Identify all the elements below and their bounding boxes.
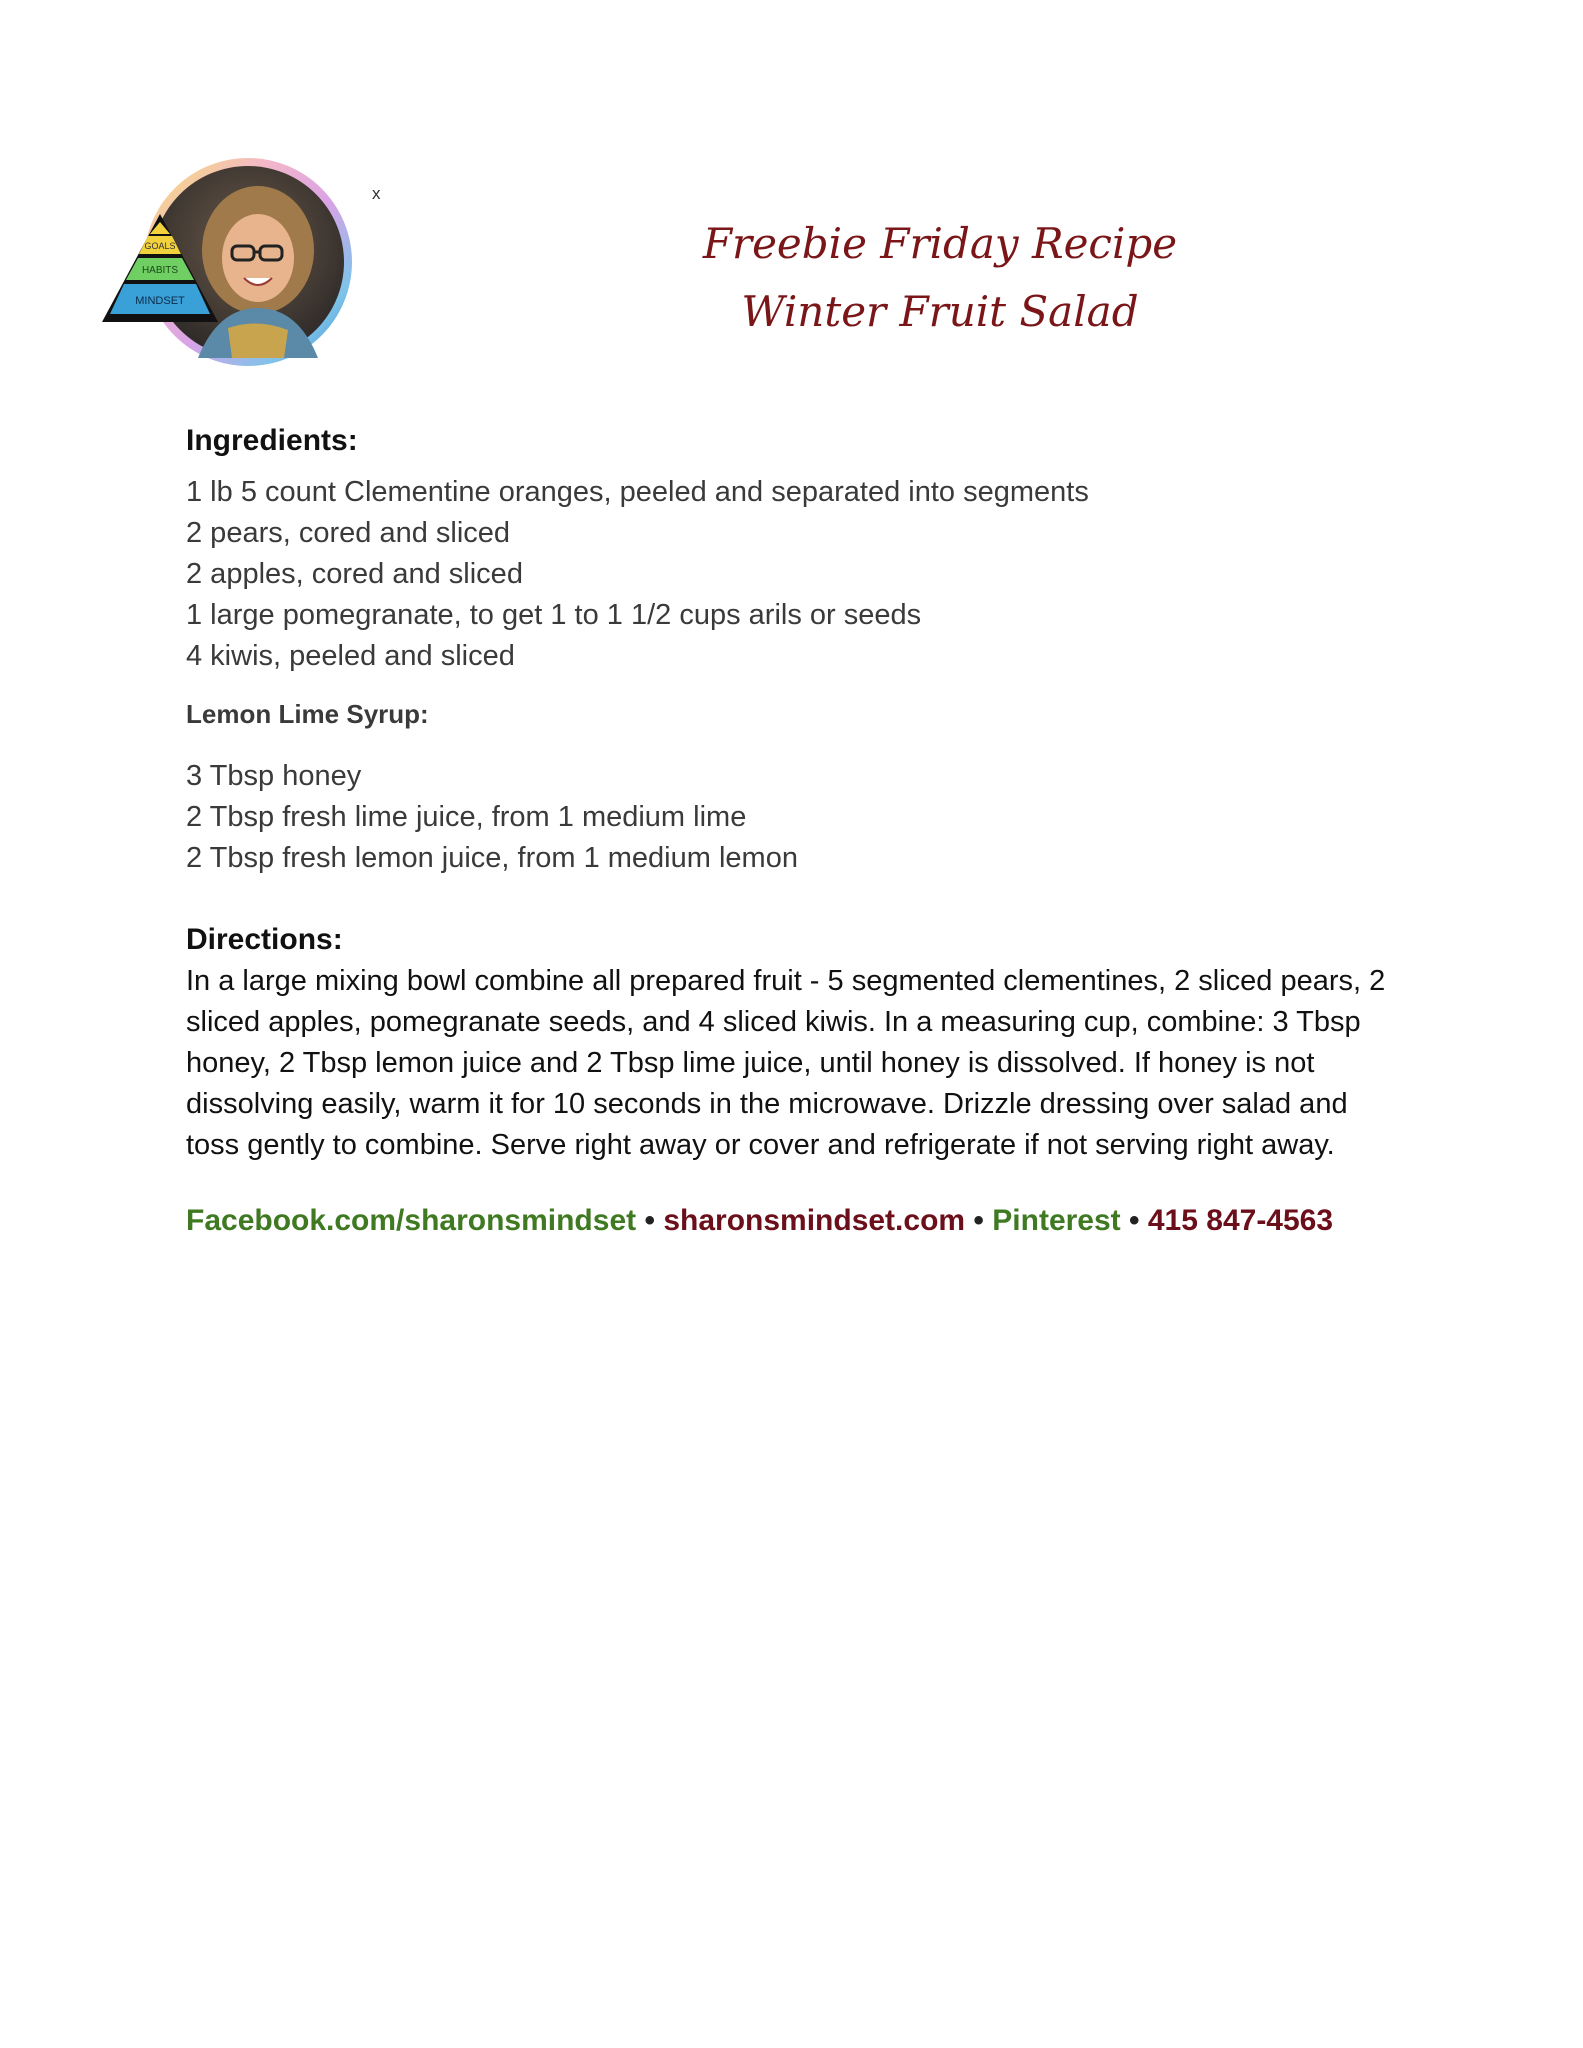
syrup-item: 2 Tbsp fresh lemon juice, from 1 medium lemon [186,842,798,874]
directions-heading: Directions: [186,923,343,956]
ingredient-item: 2 pears, cored and sliced [186,517,511,549]
syrup-heading: Lemon Lime Syrup: [186,699,429,729]
svg-text:MINDSET: MINDSET [135,295,185,307]
ingredients-list [186,472,1386,677]
phone-number: 415 847-4563 [1147,1204,1334,1237]
title-line-1: Freebie Friday Recipe [702,219,1178,268]
recipe-title [560,210,1320,346]
syrup-item: 3 Tbsp honey [186,760,362,792]
contact-footer [186,1204,1386,1238]
title-line-2: Winter Fruit Salad [741,287,1139,336]
ingredients-heading: Ingredients: [186,424,358,457]
svg-text:HABITS: HABITS [141,265,179,276]
directions-text: In a large mixing bowl combine all prepared fruit - 5 segmented clementines, 2 sliced pears, 2 sliced apples, pomegranate seeds, and 4 sliced kiwis. In a measuring cup, combine: 3 Tbsp honey, 2 Tbsp lemon juice and 2 Tbsp lime juice, until honey is dissolved. If honey is not dissolving easily, warm it for 10 seconds in the microwave. Drizzle dressing over salad and toss gently to combine. Serve right away or cover and refrigerate if not serving right away. [186,965,1386,1161]
separator: • [1129,1204,1140,1237]
syrup-item: 2 Tbsp fresh lime juice, from 1 medium lime [186,801,747,833]
separator: • [644,1204,655,1237]
recipe-content [186,424,1386,1238]
ingredient-item: 2 apples, cored and sliced [186,558,523,590]
ingredient-item: 1 lb 5 count Clementine oranges, peeled and separated into segments [186,476,1089,508]
pinterest-link[interactable]: Pinterest [992,1204,1121,1237]
ingredient-item: 4 kiwis, peeled and sliced [186,640,515,672]
sharons-mindset-logo [98,158,356,374]
close-mark: x [372,184,381,203]
syrup-list [186,756,1386,879]
svg-text:GOALS: GOALS [144,241,176,251]
facebook-link[interactable]: Facebook.com/sharonsmindset [186,1204,637,1237]
separator: • [973,1204,984,1237]
website-link[interactable]: sharonsmindset.com [663,1204,966,1237]
ingredient-item: 1 large pomegranate, to get 1 to 1 1/2 cups arils or seeds [186,599,922,631]
